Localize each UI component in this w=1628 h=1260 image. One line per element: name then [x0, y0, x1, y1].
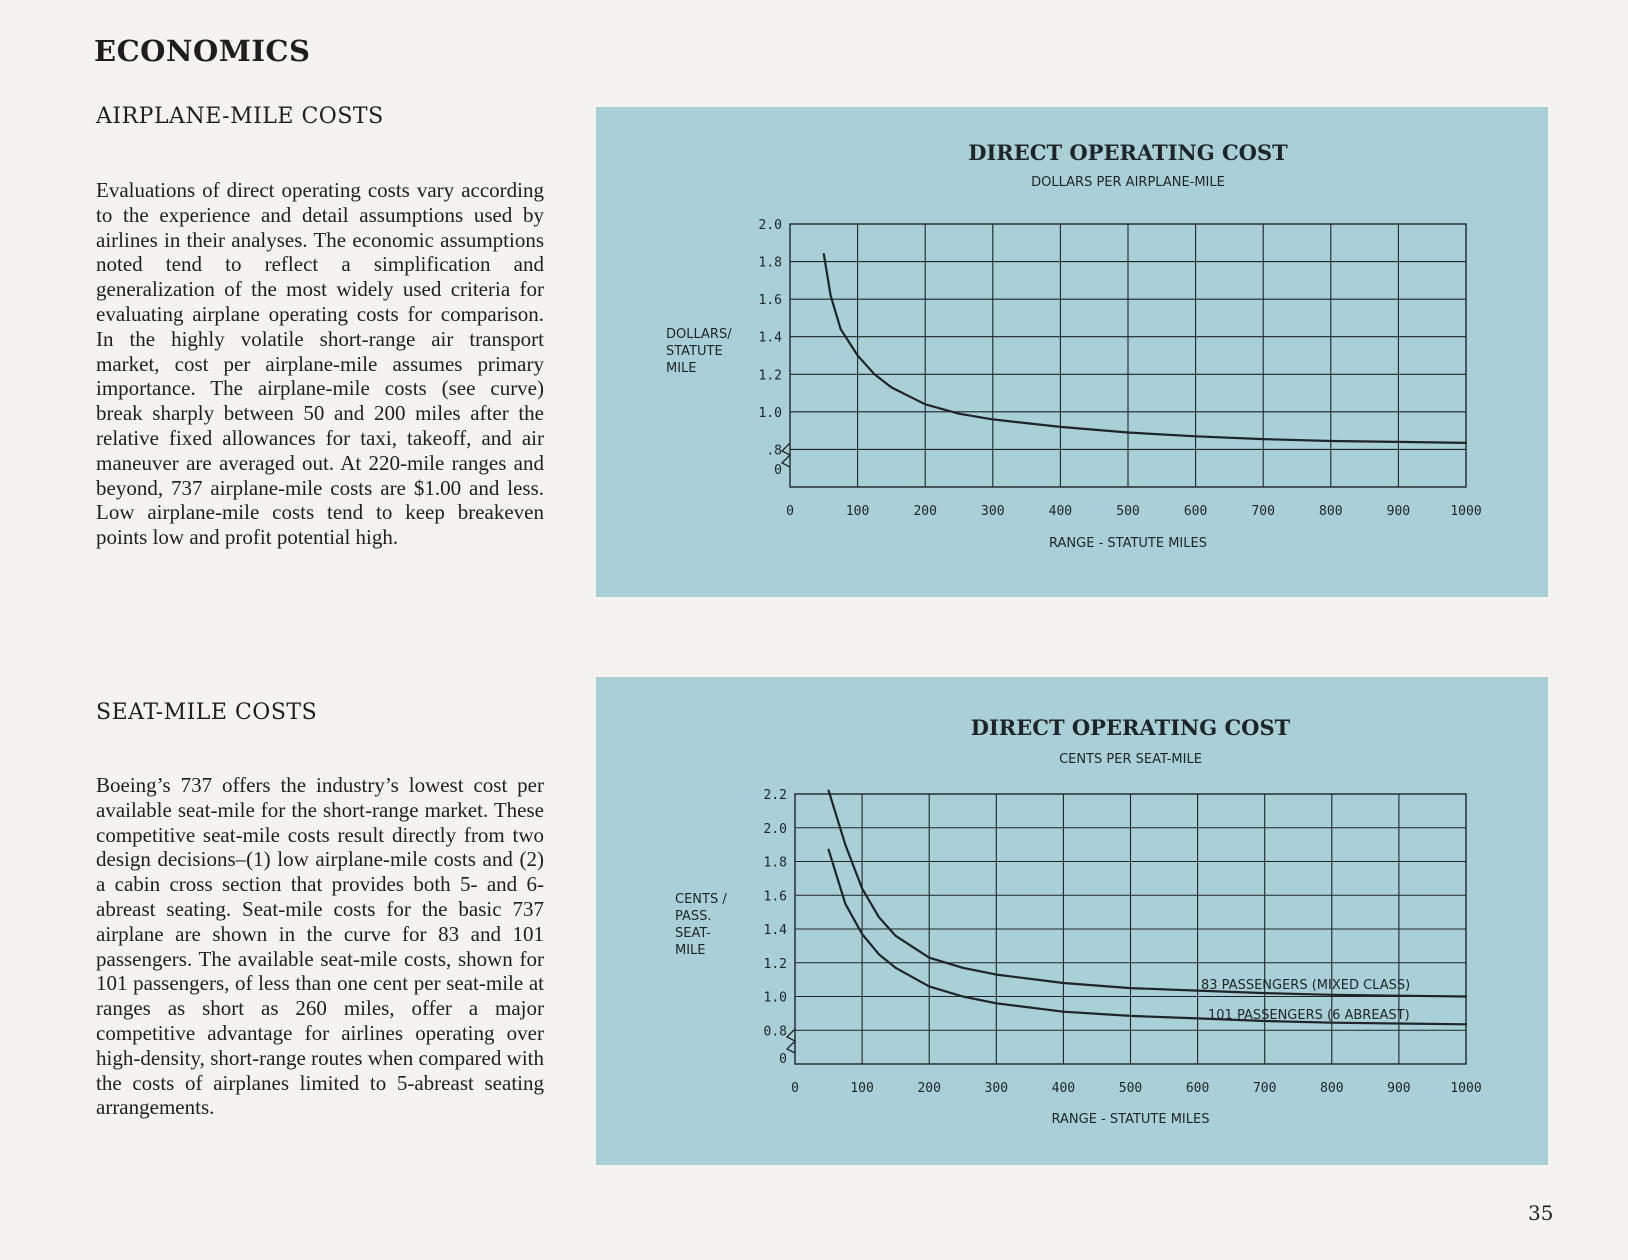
- y-tick-label: 0.8: [763, 1024, 787, 1040]
- chart-seat-mile: [596, 677, 1548, 1165]
- chart-panel-seat-mile: [596, 677, 1548, 1165]
- y-axis-label: [675, 892, 727, 958]
- y-tick-label: 1.8: [758, 255, 782, 271]
- axis-break-mark: [782, 443, 790, 467]
- y-axis-label-line: MILE: [666, 361, 697, 376]
- x-tick-label: 300: [984, 1081, 1009, 1096]
- y-tick-label: 1.4: [763, 923, 787, 938]
- page-number: 35: [1528, 1201, 1554, 1225]
- y-axis-label-line: SEAT-: [675, 926, 711, 941]
- y-tick-label-zero: 0: [774, 463, 782, 478]
- y-axis-label: [666, 327, 732, 376]
- x-tick-label: 0: [786, 504, 794, 519]
- chart-title: DIRECT OPERATING COST: [968, 140, 1288, 165]
- x-tick-label: 1000: [1450, 1081, 1482, 1096]
- series-line: [829, 850, 1466, 1025]
- x-tick-label: 100: [850, 1081, 874, 1096]
- y-tick-label: 1.0: [758, 405, 782, 421]
- x-tick-label: 400: [1051, 1081, 1076, 1096]
- x-tick-label: 600: [1183, 504, 1208, 519]
- y-tick-label: 1.0: [763, 990, 787, 1006]
- x-tick-label: 0: [791, 1081, 799, 1096]
- x-axis-label: RANGE - STATUTE MILES: [1049, 536, 1207, 551]
- section-title-seat-mile: SEAT-MILE COSTS: [96, 700, 318, 725]
- y-axis-label-line: STATUTE: [666, 344, 723, 359]
- y-axis-label-line: DOLLARS/: [666, 327, 732, 342]
- y-tick-label: 1.8: [763, 855, 787, 871]
- y-tick-label: 1.4: [758, 330, 782, 346]
- chart-subtitle: CENTS PER SEAT-MILE: [1059, 752, 1202, 767]
- section-title-airplane-mile: AIRPLANE-MILE COSTS: [96, 104, 384, 129]
- x-tick-label: 100: [845, 504, 870, 519]
- x-tick-label: 500: [1116, 504, 1140, 519]
- chart-title: DIRECT OPERATING COST: [970, 715, 1291, 740]
- x-tick-label: 1000: [1450, 504, 1482, 519]
- x-tick-label: 800: [1320, 1081, 1344, 1096]
- series-label: 101 PASSENGERS (6 ABREAST): [1208, 1008, 1410, 1023]
- x-tick-label: 200: [913, 504, 937, 519]
- y-axis-label-line: CENTS /: [675, 892, 727, 907]
- series-line: [824, 254, 1466, 443]
- x-tick-label: 200: [917, 1081, 941, 1096]
- section-body-seat-mile: Boeing’s 737 offers the industry’s lowest cost per available seat-mile for the short-range market. These competitive seat-mile costs result directly from two design decisions–(1) low airplane-mile costs and (2) a cabin cross section that provides both 5- and 6-abreast seating. Seat-mile costs for the basic 737 airplane are shown in the curve for 83 and 101 passengers. The available seat-mile costs, shown for 101 passengers, of less than one cent per seat-mile at ranges as short as 260 miles, offer a major competitive advantage for airlines operating over high-density, short-range routes when compared with the costs of airplanes limited to 5-abreast seating arrangements.: [96, 773, 544, 1120]
- x-tick-label: 300: [981, 504, 1005, 519]
- page-heading: ECONOMICS: [94, 34, 311, 68]
- x-tick-label: 800: [1319, 504, 1343, 519]
- y-tick-label: 1.2: [758, 368, 782, 384]
- x-axis-label: RANGE - STATUTE MILES: [1051, 1112, 1210, 1127]
- x-tick-label: 600: [1185, 1081, 1210, 1096]
- x-tick-label: 700: [1251, 504, 1275, 519]
- y-tick-label: 2.0: [758, 218, 782, 233]
- y-axis-label-line: PASS.: [675, 909, 712, 924]
- x-tick-label: 700: [1252, 1081, 1277, 1096]
- y-tick-label: .8: [766, 443, 782, 459]
- y-tick-label: 2.2: [763, 788, 787, 803]
- series-line: [829, 791, 1466, 997]
- section-body-airplane-mile: Evaluations of direct operating costs vary according to the experience and detail assumptions used by airlines in their analyses. The economic assumptions noted tend to reflect a simplification and generalization of the most widely used criteria for evaluating airplane operating costs for comparison. In the highly volatile short-range air transport market, cost per airplane-mile assumes primary importance. The airplane-mile costs (see curve) break sharply between 50 and 200 miles after the relative fixed allowances for taxi, takeoff, and air maneuver are averaged out. At 220-mile ranges and beyond, 737 airplane-mile costs are $1.00 and less. Low airplane-mile costs tend to keep breakeven points low and profit potential high.: [96, 178, 544, 550]
- y-tick-label: 2.0: [763, 821, 787, 837]
- chart-panel-airplane-mile: [596, 107, 1548, 597]
- y-tick-label: 1.2: [763, 956, 787, 972]
- x-tick-label: 900: [1387, 1081, 1411, 1096]
- y-tick-label-zero: 0: [779, 1052, 787, 1067]
- series-label: 83 PASSENGERS (MIXED CLASS): [1201, 978, 1411, 993]
- y-tick-label: 1.6: [763, 889, 787, 905]
- axis-break-mark: [787, 1029, 795, 1053]
- x-tick-label: 400: [1048, 504, 1073, 519]
- chart-subtitle: DOLLARS PER AIRPLANE-MILE: [1031, 175, 1225, 190]
- chart-airplane-mile: [596, 107, 1548, 597]
- y-tick-label: 1.6: [758, 293, 782, 309]
- x-tick-label: 500: [1118, 1081, 1143, 1096]
- y-axis-label-line: MILE: [675, 943, 706, 958]
- x-tick-label: 900: [1386, 504, 1411, 519]
